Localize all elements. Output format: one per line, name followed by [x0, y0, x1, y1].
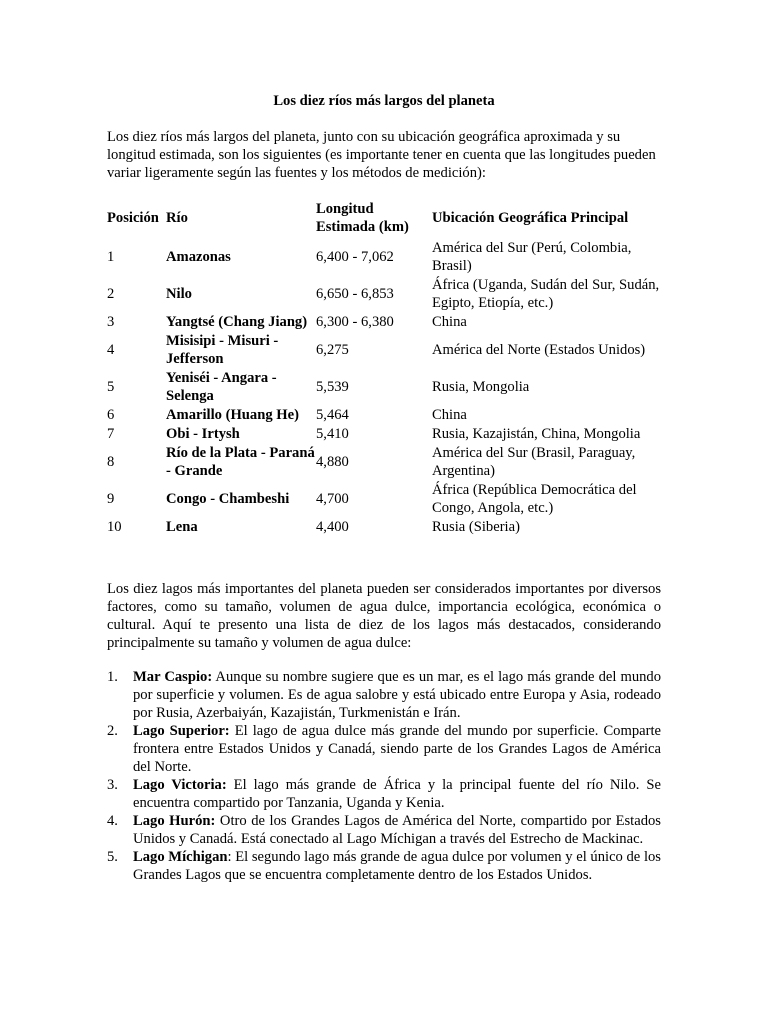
table-row [107, 275, 667, 312]
list-item [107, 812, 661, 848]
cell-river: Río de la Plata - Paraná - Grande [166, 444, 315, 479]
list-number: 5. [107, 849, 118, 865]
cell-river: Lena [166, 518, 198, 535]
cell-position: 3 [107, 313, 115, 330]
cell-location: América del Sur (Brasil, Paraguay, Argentina) [432, 444, 636, 479]
table-row [107, 238, 667, 275]
cell-length: 4,880 [316, 453, 349, 470]
table-row [107, 312, 667, 331]
header-position: Posición [107, 210, 159, 226]
cell-river: Amarillo (Huang He) [166, 406, 299, 423]
cell-river: Nilo [166, 285, 192, 302]
cell-location: América del Norte (Estados Unidos) [432, 341, 646, 358]
table-row [107, 443, 667, 480]
cell-location: Rusia, Mongolia [432, 378, 530, 395]
table-row [107, 405, 667, 424]
cell-position: 9 [107, 490, 115, 507]
list-item [107, 776, 661, 812]
cell-river: Congo - Chambeshi [166, 490, 290, 507]
list-number: 3. [107, 777, 118, 793]
cell-position: 6 [107, 406, 115, 423]
lake-description: El lago más grande de África y la principal fuente del río Nilo. Se encuentra compartido por Tanzania, Uganda y Kenia. [133, 777, 661, 811]
cell-length: 5,539 [316, 378, 349, 395]
rivers-table [107, 198, 667, 536]
lake-description: : El segundo lago más grande de agua dulce por volumen y el único de los Grandes Lagos que se encuentra completamente dentro de los Estados Unidos. [133, 849, 661, 883]
cell-position: 4 [107, 341, 115, 358]
lakes-intro-paragraph: Los diez lagos más importantes del planeta pueden ser considerados importantes por diversos factores, como su tamaño, volumen de agua dulce, importancia ecológica, económica o cultural. Aquí te presento una lista de diez de los lagos más destacados, considerando principalmente su tamaño y volumen de agua dulce: [107, 581, 661, 651]
list-number: 2. [107, 723, 118, 739]
lake-name: Lago Míchigan [133, 849, 228, 865]
cell-river: Misisipi - Misuri - Jefferson [166, 332, 279, 367]
table-row [107, 331, 667, 368]
cell-location: China [432, 406, 467, 423]
cell-length: 6,275 [316, 341, 349, 358]
page-title: Los diez ríos más largos del planeta [273, 93, 495, 109]
intro-paragraph: Los diez ríos más largos del planeta, junto con su ubicación geográfica aproximada y su longitud estimada, son los siguientes (es importante tener en cuenta que las longitudes pueden variar ligeramente según las fuentes y los métodos de medición): [107, 129, 656, 181]
cell-location: Rusia (Siberia) [432, 518, 520, 535]
lake-description: Otro de los Grandes Lagos de América del Norte, compartido por Estados Unidos y Canadá. Está conectado al Lago Míchigan a través del Estrecho de Mackinac. [133, 813, 661, 847]
lake-description: El lago de agua dulce más grande del mundo por superficie. Comparte frontera entre Estados Unidos y Canadá, siendo parte de los Grandes Lagos de América del Norte. [133, 723, 661, 775]
table-row [107, 368, 667, 405]
table-header-row [107, 198, 667, 238]
cell-length: 6,650 - 6,853 [316, 285, 394, 302]
cell-length: 4,400 [316, 518, 349, 535]
cell-location: América del Sur (Perú, Colombia, Brasil) [432, 239, 632, 274]
cell-river: Yangtsé (Chang Jiang) [166, 313, 308, 330]
cell-location: China [432, 313, 467, 330]
cell-location: África (República Democrática del Congo, Angola, etc.) [432, 481, 637, 516]
table-row [107, 424, 667, 443]
cell-position: 8 [107, 453, 115, 470]
cell-position: 2 [107, 285, 115, 302]
lake-description: Aunque su nombre sugiere que es un mar, es el lago más grande del mundo por superficie y volumen. Es de agua salobre y está ubicado entre Europa y Asia, rodeado por Rusia, Azerbaiyán, Kazajistán, Turkmenistán e Irán. [133, 669, 662, 721]
list-item [107, 668, 661, 722]
list-item [107, 722, 661, 776]
cell-river: Obi - Irtysh [166, 425, 240, 442]
header-location: Ubicación Geográfica Principal [432, 210, 629, 226]
cell-length: 5,464 [316, 406, 349, 423]
list-item [107, 848, 661, 884]
cell-position: 1 [107, 248, 115, 265]
table-row [107, 480, 667, 517]
cell-length: 5,410 [316, 425, 349, 442]
cell-river: Amazonas [166, 248, 231, 265]
cell-length: 4,700 [316, 490, 349, 507]
header-length: Longitud Estimada (km) [316, 201, 409, 235]
cell-position: 5 [107, 378, 115, 395]
cell-river: Yeniséi - Angara - Selenga [166, 369, 277, 404]
table-row [107, 517, 667, 536]
lake-name: Mar Caspio: [133, 669, 213, 685]
cell-location: África (Uganda, Sudán del Sur, Sudán, Egipto, Etiopía, etc.) [432, 276, 660, 311]
cell-length: 6,400 - 7,062 [316, 248, 394, 265]
list-number: 1. [107, 669, 118, 685]
list-number: 4. [107, 813, 118, 829]
lakes-list [107, 668, 661, 884]
lake-name: Lago Victoria: [133, 777, 227, 793]
cell-position: 10 [107, 518, 122, 535]
lake-name: Lago Hurón: [133, 813, 216, 829]
header-river: Río [166, 210, 188, 226]
cell-position: 7 [107, 425, 115, 442]
lake-name: Lago Superior: [133, 723, 230, 739]
cell-length: 6,300 - 6,380 [316, 313, 394, 330]
cell-location: Rusia, Kazajistán, China, Mongolia [432, 425, 641, 442]
